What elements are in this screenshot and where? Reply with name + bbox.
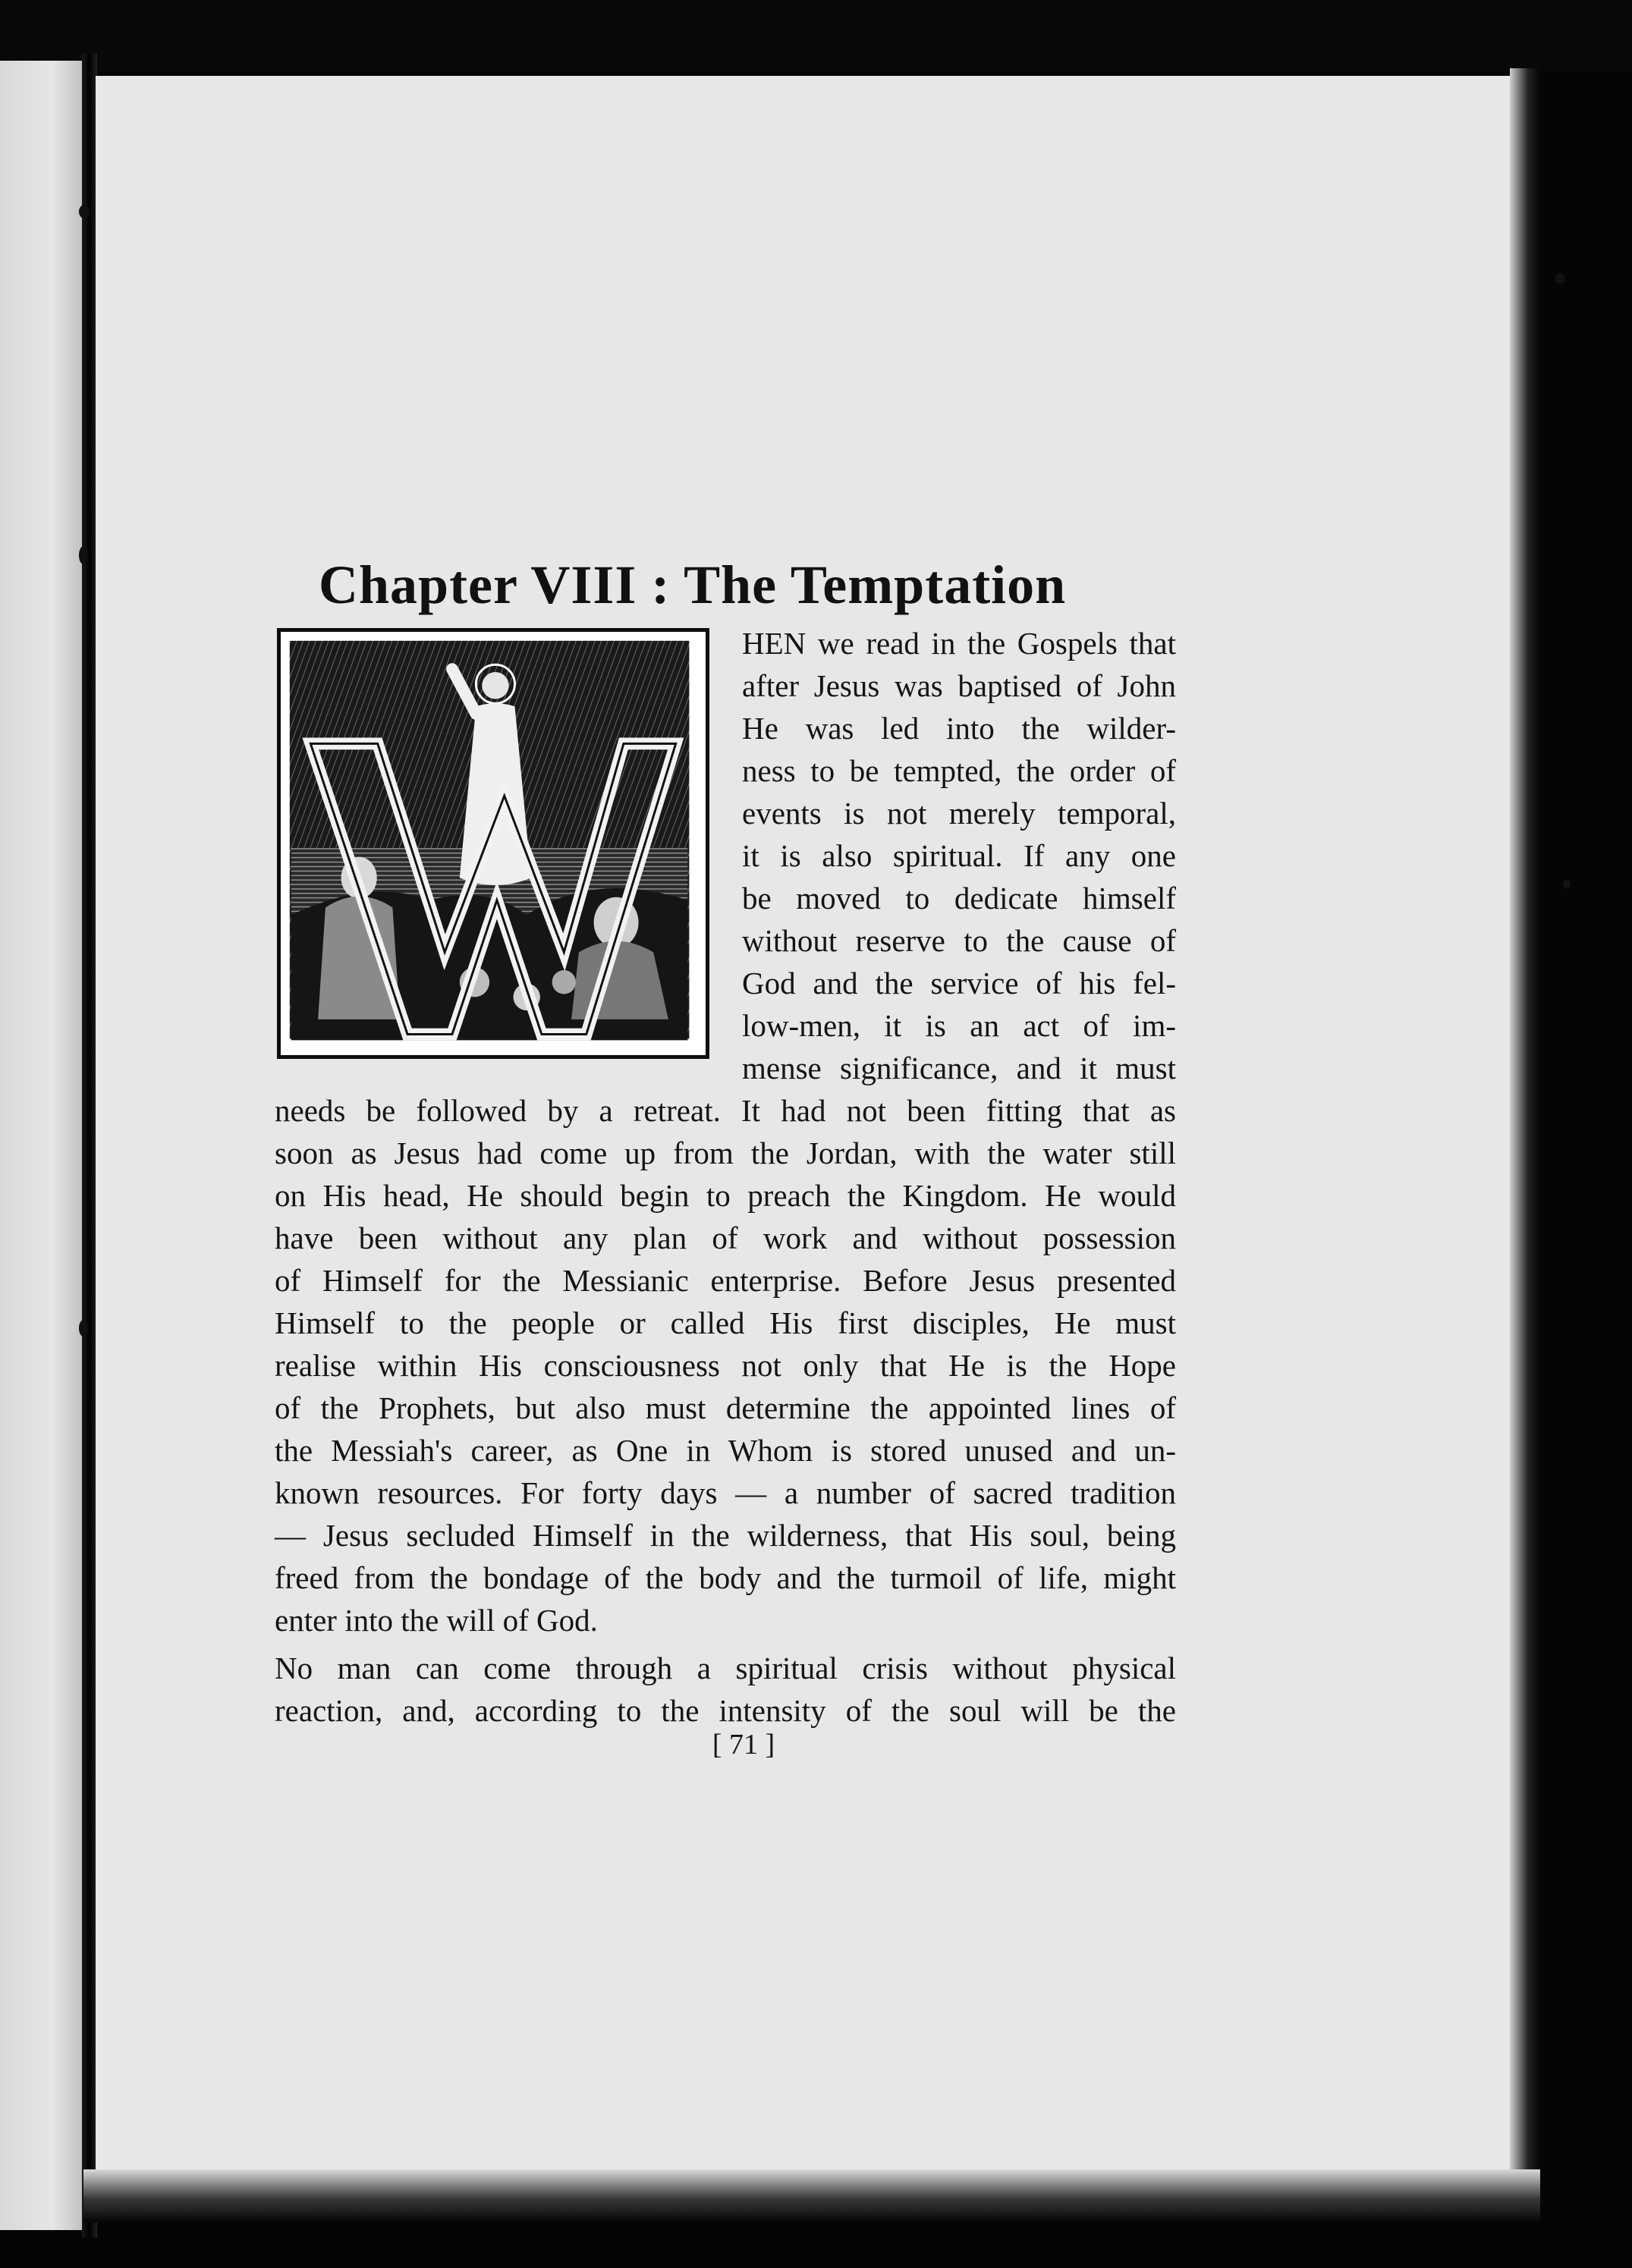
text-line: Himself to the people or called His first disciples, He must <box>275 1305 1176 1340</box>
scan-speck <box>1563 880 1571 889</box>
text-line: of Himself for the Messianic enterprise. Before Jesus presented <box>275 1263 1176 1298</box>
text-line: events is not merely temporal, <box>742 796 1176 831</box>
text-line: without reserve to the cause of <box>742 923 1176 958</box>
scan-speck <box>79 1320 88 1337</box>
text-line: the Messiah's career, as One in Whom is stored unused and un- <box>275 1433 1176 1468</box>
scan-border-top <box>0 0 1632 72</box>
text-line: on His head, He should begin to preach the Kingdom. He would <box>275 1178 1176 1213</box>
text-line: after Jesus was baptised of John <box>742 668 1176 703</box>
text-line: freed from the bondage of the body and the turmoil of life, might <box>275 1560 1176 1595</box>
page-bottom-edge <box>83 2169 1540 2222</box>
text-line: No man can come through a spiritual crisis without physical <box>275 1651 1176 1685</box>
drop-cap-illustration <box>277 628 709 1059</box>
left-page-edge <box>0 61 87 2230</box>
page-right-edge <box>1510 68 1540 2207</box>
text-line: He was led into the wilder- <box>742 711 1176 746</box>
text-line: reaction, and, according to the intensity of the soul will be the <box>275 1693 1176 1728</box>
scan-speck <box>1555 273 1564 284</box>
chapter-title: Chapter VIII : The Temptation <box>319 554 1067 615</box>
page-number: [ 71 ] <box>712 1729 775 1761</box>
text-line: realise within His consciousness not only that He is the Hope <box>275 1348 1176 1383</box>
text-line: be moved to dedicate himself <box>742 881 1176 916</box>
text-line: low-men, it is an act of im- <box>742 1008 1176 1043</box>
text-line: — Jesus secluded Himself in the wilderness, that His soul, being <box>275 1518 1176 1553</box>
scan-speck <box>79 546 88 564</box>
text-line: enter into the will of God. <box>275 1603 598 1638</box>
text-line: soon as Jesus had come up from the Jordan, with the water still <box>275 1136 1176 1170</box>
text-line: needs be followed by a retreat. It had not been fitting that as <box>275 1093 1176 1128</box>
text-line: known resources. For forty days — a number of sacred tradition <box>275 1475 1176 1510</box>
text-line: HEN we read in the Gospels that <box>742 626 1176 661</box>
text-line: have been without any plan of work and without possession <box>275 1220 1176 1255</box>
text-line: it is also spiritual. If any one <box>742 838 1176 873</box>
text-line: God and the service of his fel- <box>742 966 1176 1000</box>
book-gutter <box>82 53 97 2238</box>
text-line: mense significance, and it must <box>742 1051 1176 1085</box>
scan-speck <box>79 205 90 218</box>
text-line: ness to be tempted, the order of <box>742 753 1176 788</box>
text-line: of the Prophets, but also must determine the appointed lines of <box>275 1390 1176 1425</box>
